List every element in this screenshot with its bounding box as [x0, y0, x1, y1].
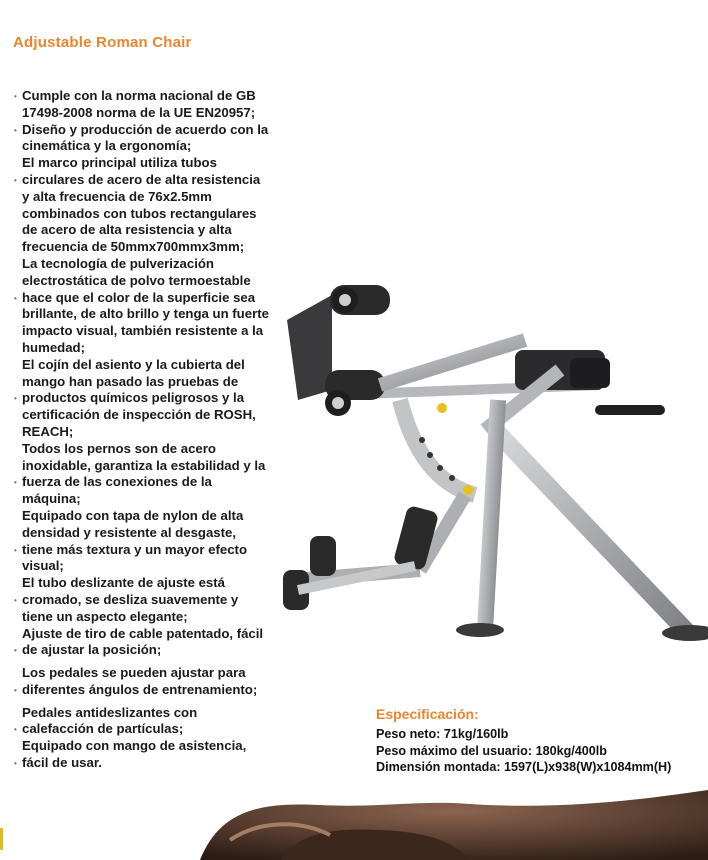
- bullet-icon: •: [14, 685, 17, 695]
- feature-text: tiene un aspecto elegante;: [22, 608, 188, 624]
- feature-line: [12, 88, 302, 105]
- roman-chair-image: [270, 250, 708, 650]
- bullet-icon: •: [14, 545, 17, 555]
- feature-text: cromado, se desliza suavemente y: [22, 591, 239, 607]
- feature-line: [12, 542, 302, 559]
- bullet-icon: •: [14, 595, 17, 605]
- feature-text: certificación de inspección de ROSH,: [22, 407, 256, 423]
- feature-line: [12, 105, 302, 122]
- feature-text: 17498-2008 norma de la UE EN20957;: [22, 104, 256, 120]
- spec-title: Especificación:: [376, 706, 479, 722]
- feature-list: [12, 88, 302, 772]
- spec-peso-neto: Peso neto: 71kg/160lb: [376, 727, 509, 741]
- feature-line: [12, 424, 302, 441]
- spec-block: [376, 726, 708, 776]
- feature-line: [12, 682, 302, 699]
- feature-line: [12, 609, 302, 626]
- feature-line: [12, 558, 302, 575]
- feature-line: [12, 705, 302, 722]
- feature-line: [12, 256, 302, 273]
- feature-text: REACH;: [22, 423, 74, 439]
- feature-text: Diseño y producción de acuerdo con la: [22, 121, 269, 137]
- feature-text: mango han pasado las pruebas de: [22, 373, 239, 389]
- feature-line: [12, 575, 302, 592]
- bullet-icon: •: [14, 759, 17, 769]
- feature-line: [12, 508, 302, 525]
- feature-text: y alta frecuencia de 76x2.5mm: [22, 188, 212, 204]
- feature-text: Todos los pernos son de acero: [22, 440, 216, 456]
- edge-accent: [0, 828, 3, 850]
- feature-line: [12, 390, 302, 407]
- feature-line: [12, 239, 302, 256]
- feature-text: combinados con tubos rectangulares: [22, 205, 257, 221]
- feature-line: [12, 592, 302, 609]
- feature-text: fuerza de las conexiones de la: [22, 474, 212, 490]
- feature-text: El marco principal utiliza tubos: [22, 155, 217, 171]
- bullet-icon: •: [14, 92, 17, 101]
- feature-text: Los pedales se pueden ajustar para: [22, 665, 246, 681]
- feature-line: [12, 721, 302, 738]
- feature-text: Pedales antideslizantes con: [22, 704, 198, 720]
- feature-line: [12, 738, 302, 755]
- feature-text: humedad;: [22, 339, 86, 355]
- feature-line: [12, 458, 302, 475]
- feature-line: [12, 323, 302, 340]
- product-title: Adjustable Roman Chair: [13, 34, 192, 51]
- feature-text: Ajuste de tiro de cable patentado, fácil: [22, 625, 264, 641]
- feature-line: [12, 206, 302, 223]
- feature-text: Equipado con tapa de nylon de alta: [22, 507, 244, 523]
- feature-line: [12, 665, 302, 682]
- feature-text: impacto visual, también resistente a la: [22, 323, 264, 339]
- feature-text: de acero de alta resistencia y alta: [22, 222, 232, 238]
- feature-text: visual;: [22, 558, 64, 574]
- feature-text: tiene más textura y un mayor efecto: [22, 541, 247, 557]
- feature-line: [12, 273, 302, 290]
- bullet-icon: •: [14, 125, 17, 135]
- bullet-icon: •: [14, 394, 17, 404]
- feature-line: [12, 491, 302, 508]
- feature-text: hace que el color de la superficie sea: [22, 289, 256, 305]
- bullet-icon: •: [14, 646, 17, 656]
- feature-line: [12, 222, 302, 239]
- feature-text: máquina;: [22, 491, 81, 507]
- feature-text: Equipado con mango de asistencia,: [22, 738, 247, 754]
- bullet-icon: •: [14, 478, 17, 488]
- feature-text: La tecnología de pulverización: [22, 255, 214, 271]
- feature-line: [12, 626, 302, 643]
- feature-line: [12, 155, 302, 172]
- feature-text: El tubo deslizante de ajuste está: [22, 575, 225, 591]
- feature-text: cinemática y la ergonomía;: [22, 138, 192, 154]
- feature-line: [12, 340, 302, 357]
- feature-line: [12, 407, 302, 424]
- feature-line: [12, 306, 302, 323]
- feature-text: diferentes ángulos de entrenamiento;: [22, 681, 258, 697]
- bullet-icon: •: [14, 175, 17, 185]
- feature-line: [12, 138, 302, 155]
- feature-text: fácil de usar.: [22, 755, 102, 771]
- feature-text: productos químicos peligrosos y la: [22, 390, 245, 406]
- bullet-icon: •: [14, 293, 17, 303]
- feature-line: [12, 642, 302, 659]
- feature-line: [12, 525, 302, 542]
- feature-line: [12, 441, 302, 458]
- feature-text: brillante, de alto brillo y tenga un fuerte: [22, 306, 269, 322]
- bullet-icon: •: [14, 725, 17, 735]
- feature-text: de ajustar la posición;: [22, 642, 162, 658]
- feature-line: [12, 290, 302, 307]
- feature-line: [12, 357, 302, 374]
- feature-text: frecuencia de 50mmx700mmx3mm;: [22, 239, 245, 255]
- feature-text: El cojín del asiento y la cubierta del: [22, 356, 245, 372]
- feature-text: circulares de acero de alta resistencia: [22, 171, 261, 187]
- feature-line: [12, 122, 302, 139]
- spec-peso-maximo: Peso máximo del usuario: 180kg/400lb: [376, 743, 607, 758]
- feature-line: [12, 755, 302, 772]
- athlete-photo: [0, 790, 708, 860]
- feature-line: [12, 374, 302, 391]
- feature-text: inoxidable, garantiza la estabilidad y la: [22, 457, 266, 473]
- feature-line: [12, 474, 302, 491]
- feature-text: calefacción de partículas;: [22, 721, 184, 737]
- feature-text: Cumple con la norma nacional de GB: [22, 88, 256, 103]
- spec-dimension: Dimensión montada: 1597(L)x938(W)x1084mm(H): [376, 760, 672, 774]
- feature-line: [12, 172, 302, 189]
- feature-line: [12, 189, 302, 206]
- feature-text: densidad y resistente al desgaste,: [22, 524, 237, 540]
- feature-text: electrostática de polvo termoestable: [22, 272, 251, 288]
